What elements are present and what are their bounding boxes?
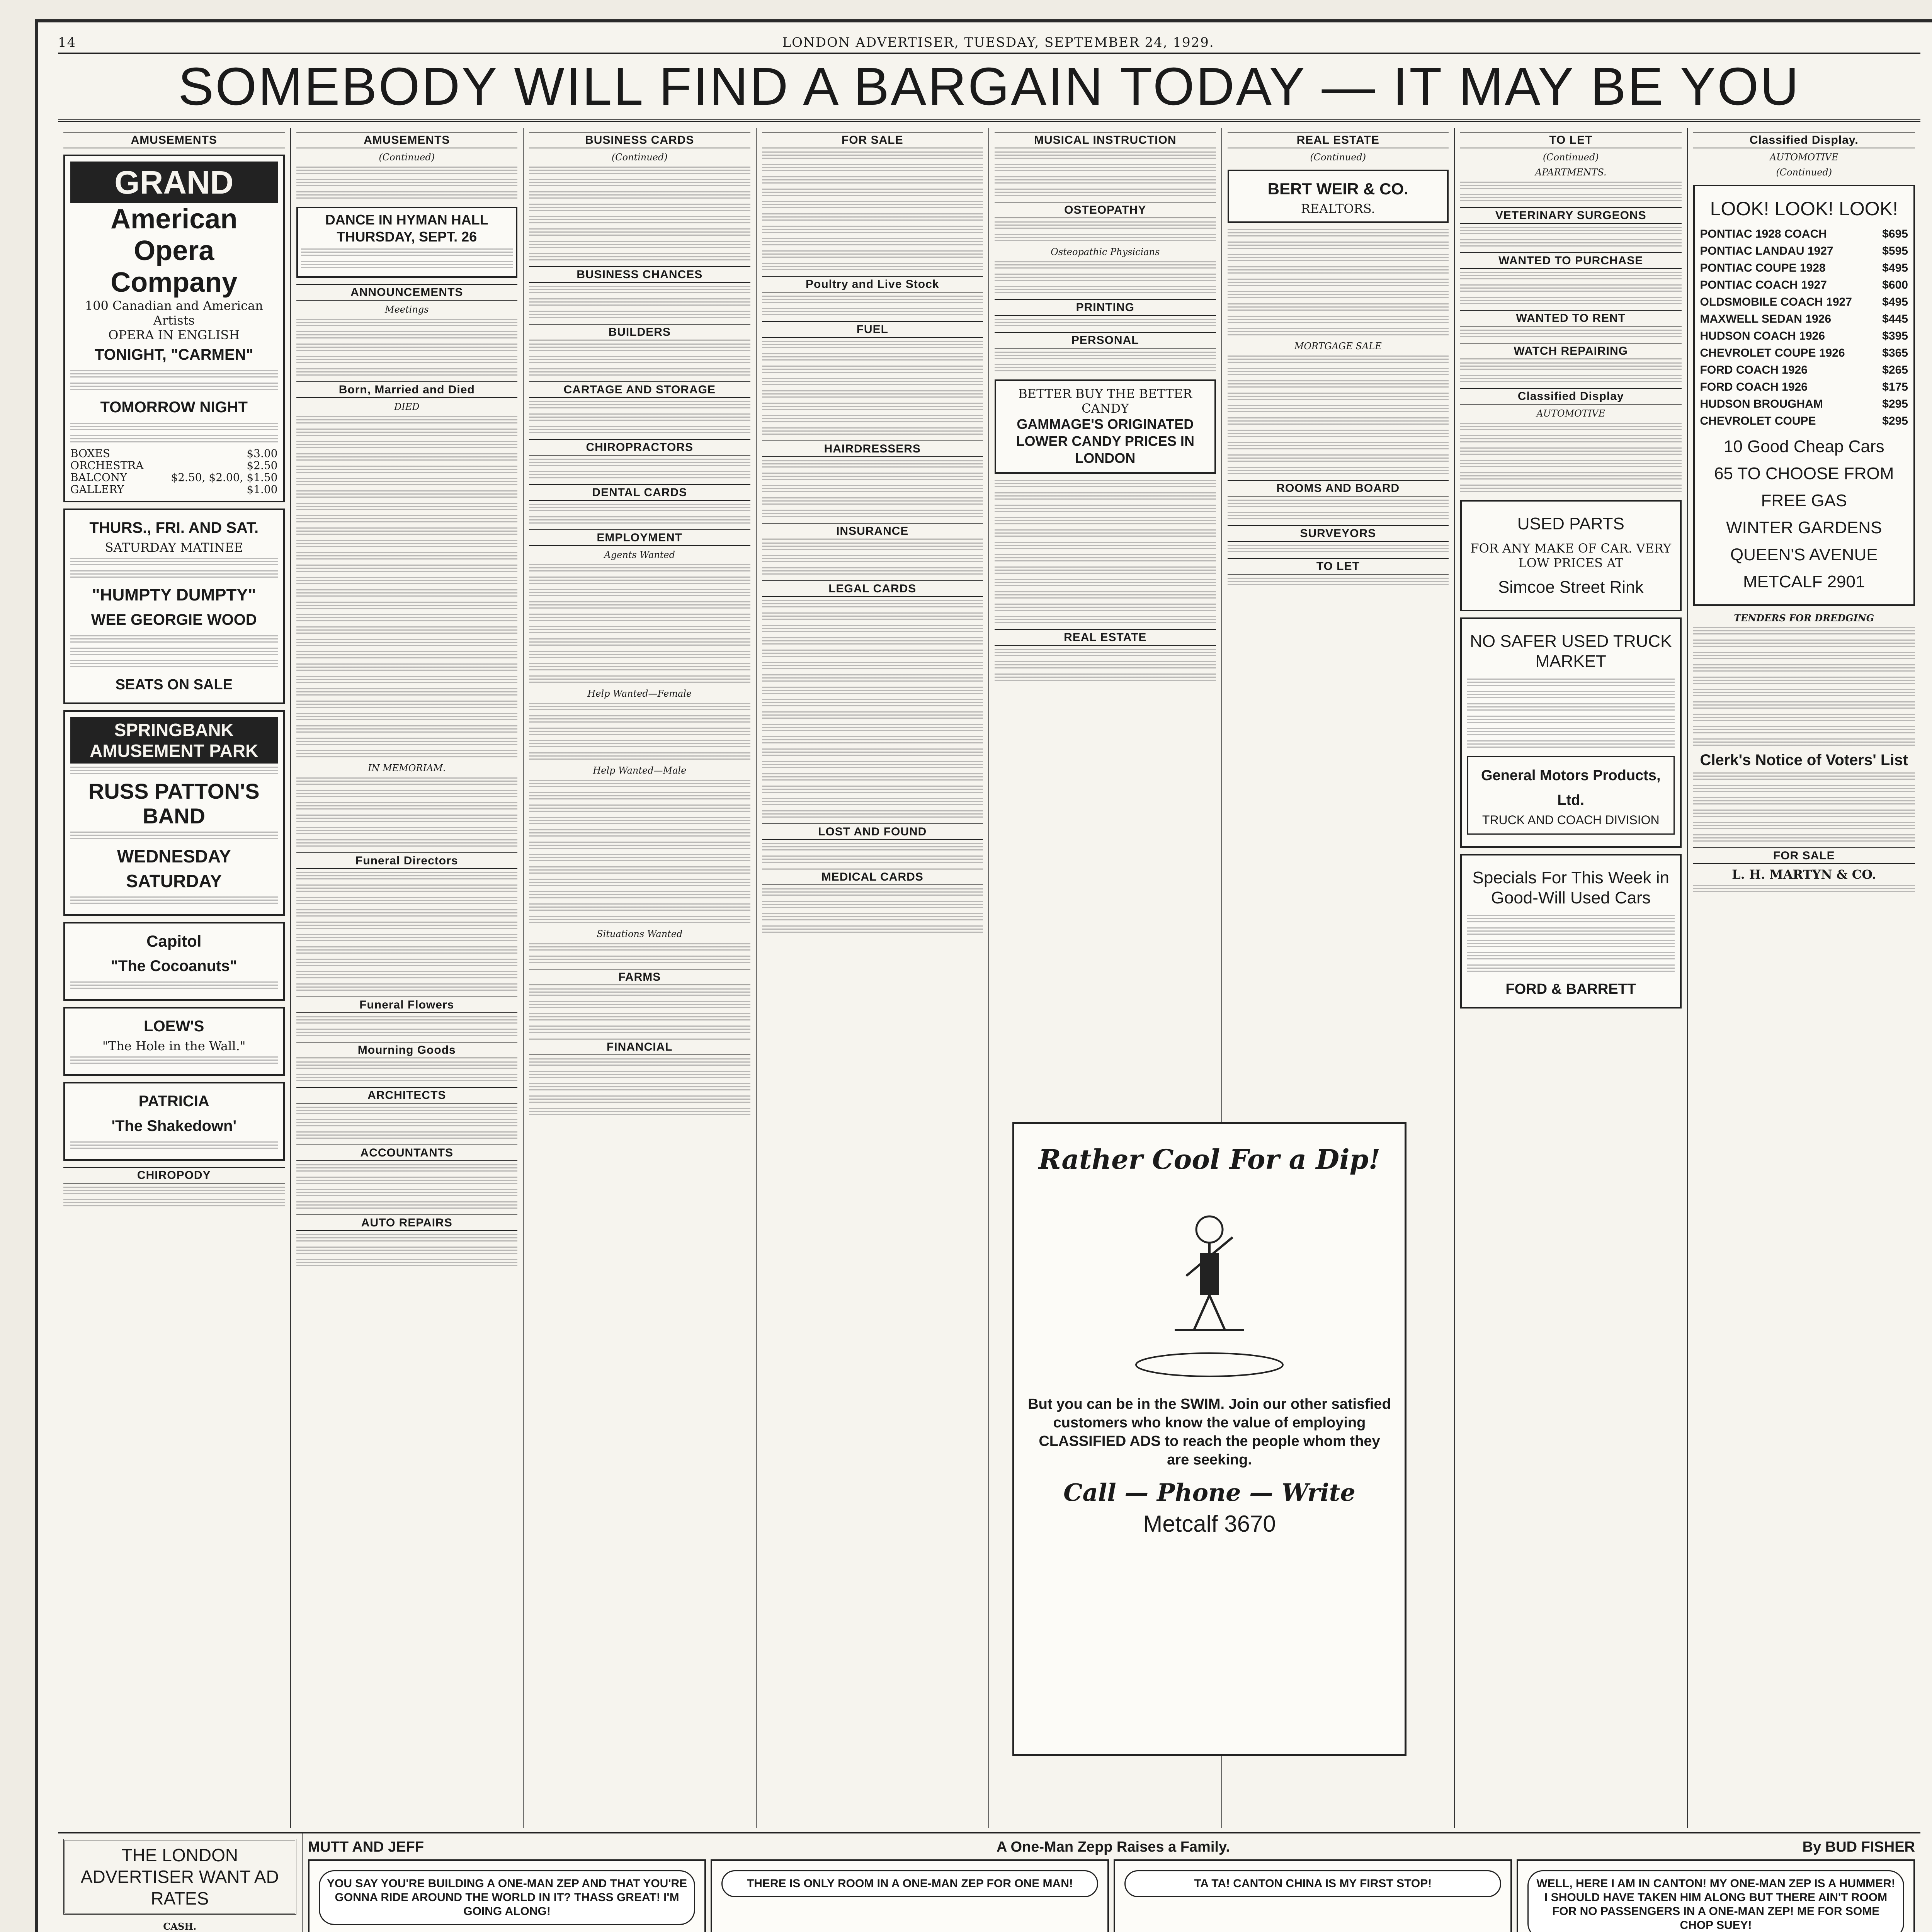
car-row: FORD COACH 1926 $265 [1700, 364, 1908, 376]
section-sub: APARTMENTS. [1535, 167, 1607, 178]
section-head: WANTED TO PURCHASE [1460, 252, 1682, 269]
section-head: FUEL [762, 321, 983, 338]
section-head: MUSICAL INSTRUCTION [995, 132, 1216, 148]
car-row: HUDSON COACH 1926 $395 [1700, 330, 1908, 342]
section-head: FARMS [529, 969, 750, 985]
ad-note: 100 Canadian and American Artists [85, 298, 263, 328]
section-sub: Meetings [385, 304, 429, 315]
car-row: PONTIAC LANDAU 1927 $595 [1700, 245, 1908, 257]
column-business-cards [524, 128, 757, 1828]
section-head: Poultry and Live Stock [762, 276, 983, 293]
ad-choose: 65 TO CHOOSE FROM [1714, 464, 1894, 483]
section-sub: (Continued) [611, 152, 668, 163]
section-sub: DIED [394, 401, 420, 412]
section-sub: AUTOMOTIVE [1536, 408, 1605, 419]
truck-market-ad [1460, 617, 1682, 848]
promo-body: But you can be in the SWIM. Join our other satisfied customers who know the value of employing CLASSIFIED ADS to reach the people whom they are seeking. [1028, 1396, 1391, 1468]
ad-day: SATURDAY [126, 871, 222, 891]
car-list [1700, 226, 1908, 430]
ad-division: TRUCK AND COACH DIVISION [1482, 813, 1660, 827]
bert-weir-ad [1228, 170, 1449, 223]
section-head: BUSINESS CHANCES [529, 266, 750, 283]
promo-phone: Metcalf 3670 [1143, 1511, 1276, 1537]
section-head: AMUSEMENTS [63, 132, 285, 148]
ad-free-gas: FREE GAS [1761, 491, 1847, 510]
section-head: HAIRDRESSERS [762, 440, 983, 457]
ad-title: GRAND [70, 162, 278, 203]
section-head: PRINTING [995, 299, 1216, 316]
ad-band: RUSS PATTON'S BAND [88, 779, 260, 828]
section-head: TO LET [1460, 132, 1682, 148]
section-head: FOR SALE [762, 132, 983, 148]
ad-brand: L. H. MARTYN & CO. [1732, 867, 1876, 882]
section-sub: MORTGAGE SALE [1294, 341, 1382, 352]
ad-title: LOOK! LOOK! LOOK! [1710, 198, 1898, 219]
newspaper-page [35, 19, 1932, 1932]
car-row: HUDSON BROUGHAM $295 [1700, 398, 1908, 410]
ad-brand: General Motors Products, Ltd. [1481, 767, 1661, 808]
comic-panel [1517, 1859, 1915, 1932]
section-head: SURVEYORS [1228, 525, 1449, 542]
ad-title: NO SAFER USED TRUCK MARKET [1470, 632, 1672, 671]
section-sub: (Continued) [1310, 152, 1366, 163]
section-head: WATCH REPAIRING [1460, 343, 1682, 359]
car-row: MAXWELL SEDAN 1926 $445 [1700, 313, 1908, 325]
ad-title: BERT WEIR & CO. [1267, 180, 1408, 198]
ad-headline: BETTER BUY THE BETTER CANDY [1018, 386, 1192, 416]
ad-headline: American Opera Company [111, 204, 238, 298]
section-head: WANTED TO RENT [1460, 310, 1682, 327]
ad-title: PATRICIA [138, 1093, 209, 1110]
mutt-and-jeff-comic [303, 1833, 1920, 1932]
swimmer-illustration [1128, 1183, 1291, 1384]
masthead [58, 35, 1920, 54]
column-amusements [58, 128, 291, 1828]
notice-title: TENDERS FOR DREDGING [1734, 612, 1874, 624]
section-head: FOR SALE [1693, 847, 1915, 864]
bottom-section [58, 1832, 1920, 1932]
section-head: Funeral Flowers [296, 997, 518, 1013]
ad-cheap-cars: 10 Good Cheap Cars [1723, 437, 1884, 456]
ad-star: WEE GEORGIE WOOD [91, 611, 257, 628]
section-sub: Situations Wanted [597, 929, 683, 939]
section-head: ANNOUNCEMENTS [296, 284, 518, 301]
promo-cta: Call — Phone — Write [1063, 1478, 1355, 1507]
ad-body: FOR ANY MAKE OF CAR. VERY LOW PRICES AT [1470, 541, 1672, 570]
winter-gardens-ad [1693, 185, 1915, 606]
section-sub: (Continued) [1776, 167, 1832, 178]
ad-sub: REALTORS. [1301, 201, 1375, 216]
section-head: TO LET [1228, 558, 1449, 575]
rates-title: THE LONDON ADVERTISER WANT AD RATES [63, 1839, 296, 1915]
column-classified-display [1688, 128, 1921, 1828]
section-head: Classified Display [1460, 388, 1682, 405]
price-row: GALLERY $1.00 [70, 483, 278, 496]
section-head: CARTAGE AND STORAGE [529, 381, 750, 398]
speech-bubble: YOU SAY YOU'RE BUILDING A ONE-MAN ZEP AND THAT YOU'RE GONNA RIDE AROUND THE WORLD IN IT? THASS GREAT! I'M GOING ALONG! [319, 1870, 696, 1925]
hyman-hall-ad [296, 207, 518, 278]
ad-matinee: SATURDAY MATINEE [105, 540, 243, 555]
section-head: CHIROPRACTORS [529, 439, 750, 456]
ad-tonight: TONIGHT, "CARMEN" [94, 346, 253, 363]
car-row: PONTIAC 1928 COACH $695 [1700, 228, 1908, 240]
grand-theatre-ad [63, 155, 285, 502]
section-head: ROOMS AND BOARD [1228, 480, 1449, 497]
page-number: 14 [58, 35, 77, 50]
car-row: CHEVROLET COUPE 1926 $365 [1700, 347, 1908, 359]
classified-grid [58, 128, 1920, 1828]
section-head: OSTEOPATHY [995, 202, 1216, 218]
price-row: BALCONY $2.50, $2.00, $1.50 [70, 471, 278, 484]
section-sub: Help Wanted—Female [587, 688, 692, 699]
speech-bubble: THERE IS ONLY ROOM IN A ONE-MAN ZEP FOR ONE MAN! [721, 1870, 1098, 1897]
section-head: CHIROPODY [63, 1167, 285, 1184]
comic-subtitle: A One-Man Zepp Raises a Family. [996, 1839, 1230, 1855]
section-sub: Agents Wanted [604, 549, 675, 560]
car-row: FORD COACH 1926 $175 [1700, 381, 1908, 393]
springbank-ad [63, 710, 285, 916]
ad-show: 'The Shakedown' [111, 1117, 236, 1134]
section-head: Born, Married and Died [296, 381, 518, 398]
column-to-let [1455, 128, 1688, 1828]
comic-header [308, 1839, 1915, 1855]
paper-dateline: LONDON ADVERTISER, TUESDAY, SEPTEMBER 24, 1929. [782, 35, 1214, 50]
ad-title: Capitol [146, 932, 202, 950]
ad-location: Simcoe Street Rink [1498, 578, 1644, 597]
section-sub: Osteopathic Physicians [1051, 247, 1160, 257]
section-head: REAL ESTATE [995, 629, 1216, 646]
section-head: Classified Display. [1693, 132, 1915, 148]
ad-seats: SEATS ON SALE [115, 677, 233, 693]
section-sub: AUTOMOTIVE [1769, 152, 1838, 163]
section-head: MEDICAL CARDS [762, 869, 983, 885]
ad-title: LOEW'S [144, 1018, 204, 1035]
car-row: CHEVROLET COUPE $295 [1700, 415, 1908, 427]
ad-day: WEDNESDAY [117, 846, 231, 866]
ad-show: "HUMPTY DUMPTY" [92, 585, 256, 604]
section-head: AUTO REPAIRS [296, 1214, 518, 1231]
comic-panels [308, 1859, 1915, 1932]
section-head: AMUSEMENTS [296, 132, 518, 148]
ad-tomorrow: TOMORROW NIGHT [100, 399, 248, 416]
capitol-ad [63, 922, 285, 1001]
section-head: LEGAL CARDS [762, 580, 983, 597]
section-head: LOST AND FOUND [762, 823, 983, 840]
section-sub: Help Wanted—Male [593, 765, 687, 776]
classified-ads-promo [1012, 1122, 1406, 1756]
section-head: REAL ESTATE [1228, 132, 1449, 148]
ad-days: THURS., FRI. AND SAT. [89, 519, 259, 536]
comic-panel [711, 1859, 1109, 1932]
speech-bubble: TA TA! CANTON CHINA IS MY FIRST STOP! [1124, 1870, 1501, 1897]
comic-panel [308, 1859, 706, 1932]
section-head: FINANCIAL [529, 1039, 750, 1055]
price-row: ORCHESTRA $2.50 [70, 459, 278, 472]
ad-headline: DANCE IN HYMAN HALL THURSDAY, SEPT. 26 [325, 212, 488, 245]
promo-title: Rather Cool For a Dip! [1038, 1143, 1381, 1175]
ad-title: Specials For This Week in Good-Will Used Cars [1472, 868, 1669, 907]
ad-title: USED PARTS [1517, 514, 1624, 533]
section-sub: (Continued) [1543, 152, 1599, 163]
section-head: EMPLOYMENT [529, 529, 750, 546]
comic-title: MUTT AND JEFF [308, 1839, 424, 1855]
section-head: INSURANCE [762, 523, 983, 539]
gm-box [1467, 756, 1675, 835]
section-head: Mourning Goods [296, 1042, 518, 1058]
section-head: Funeral Directors [296, 852, 518, 869]
page-banner: SOMEBODY WILL FIND A BARGAIN TODAY — IT MAY BE YOU [58, 54, 1920, 122]
rates-cash-head: CASH. [163, 1921, 197, 1932]
speech-bubble: WELL, HERE I AM IN CANTON! MY ONE-MAN ZEP IS A HUMMER! I SHOULD HAVE TAKEN HIM ALONG BUT THERE AIN'T ROOM FOR NO PASSENGERS IN A ONE-MAN ZEP! ME FOR SOME CHOP SUEY! [1527, 1870, 1904, 1932]
ad-title: SPRINGBANK AMUSEMENT PARK [70, 717, 278, 764]
comic-byline: By BUD FISHER [1802, 1839, 1915, 1855]
section-head: VETERINARY SURGEONS [1460, 207, 1682, 224]
patricia-ad [63, 1082, 285, 1161]
used-parts-ad [1460, 500, 1682, 611]
section-head: ACCOUNTANTS [296, 1145, 518, 1161]
want-ad-rates [58, 1833, 303, 1932]
gammage-candy-ad [995, 379, 1216, 474]
ad-body: GAMMAGE'S ORIGINATED LOWER CANDY PRICES IN LONDON [1016, 416, 1194, 466]
ad-show: "The Hole in the Wall." [102, 1039, 246, 1053]
ad-note: OPERA IN ENGLISH [108, 328, 240, 342]
section-head: DENTAL CARDS [529, 484, 750, 501]
ad-dealer: WINTER GARDENS [1726, 518, 1882, 537]
section-sub: (Continued) [379, 152, 435, 163]
specials-ad [1460, 854, 1682, 1009]
comic-panel [1114, 1859, 1512, 1932]
ad-address: QUEEN'S AVENUE [1730, 545, 1878, 564]
section-head: ARCHITECTS [296, 1087, 518, 1104]
ad-show: "The Cocoanuts" [111, 957, 237, 975]
car-row: OLDSMOBILE COACH 1927 $495 [1700, 296, 1908, 308]
section-head: PERSONAL [995, 332, 1216, 349]
notice-title: Clerk's Notice of Voters' List [1700, 752, 1908, 769]
section-head: BUILDERS [529, 324, 750, 340]
ad-phone: METCALF 2901 [1743, 572, 1865, 591]
car-row: PONTIAC COACH 1927 $600 [1700, 279, 1908, 291]
section-head: BUSINESS CARDS [529, 132, 750, 148]
column-announcements [291, 128, 524, 1828]
section-sub: IN MEMORIAM. [367, 763, 446, 774]
loews-ad [63, 1007, 285, 1076]
column-for-sale [757, 128, 990, 1828]
price-row: BOXES $3.00 [70, 447, 278, 460]
humpty-dumpty-ad [63, 509, 285, 704]
car-row: PONTIAC COUPE 1928 $495 [1700, 262, 1908, 274]
ad-brand: FORD & BARRETT [1505, 981, 1636, 997]
